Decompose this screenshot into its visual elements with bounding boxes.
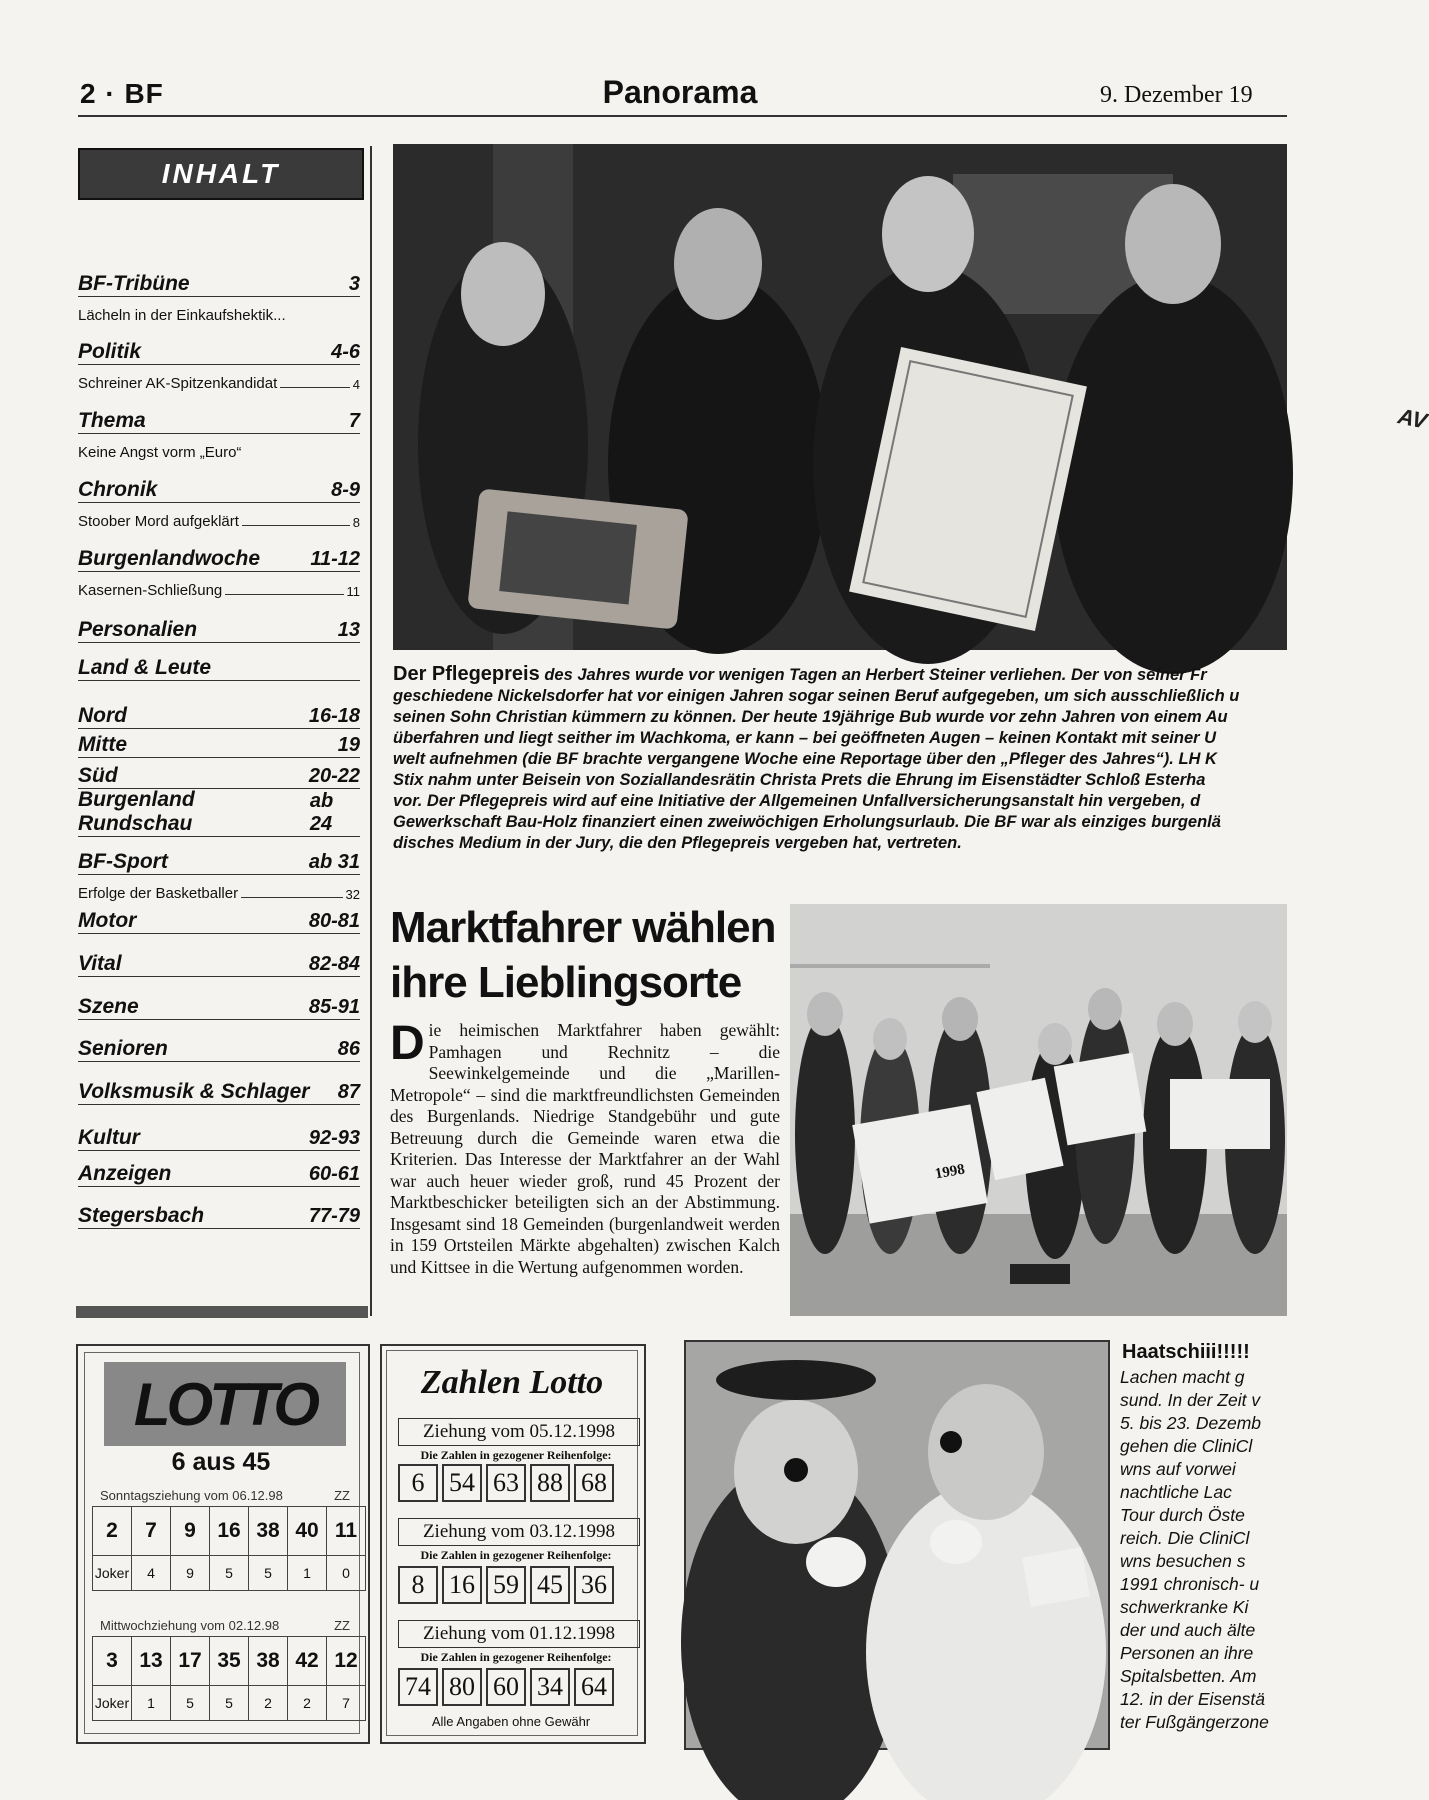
toc-section: Stegersbach (78, 1204, 205, 1227)
toc-entry (78, 474, 360, 503)
zahlenlotto-subhead: Die Zahlen in gezogener Reihenfolge: (420, 1548, 612, 1562)
lotto-zusatzzahl: 12 (327, 1637, 366, 1686)
zahlenlotto-draw-date: Ziehung vom 01.12.1998 (398, 1620, 640, 1648)
photo-caption (393, 664, 1287, 854)
zahlenlotto-subhead: Die Zahlen in gezogener Reihenfolge: (420, 1448, 612, 1462)
toc-entry (78, 788, 360, 837)
joker-label: Joker (93, 1686, 132, 1721)
lotto-number: 40 (288, 1507, 327, 1556)
toc-section: Kultur (78, 1126, 140, 1149)
toc-page: 86 (337, 1038, 360, 1060)
zahlenlotto-number: 88 (530, 1464, 570, 1502)
lotto-number: 3 (93, 1637, 132, 1686)
clown-photo (684, 1340, 1110, 1750)
toc-section: Motor (78, 909, 137, 932)
page-number: 2 · BF (80, 78, 164, 109)
toc-page: 8-9 (331, 479, 360, 501)
joker-digit: 1 (288, 1556, 327, 1591)
toc-leader-line (242, 525, 350, 526)
dropcap: D (390, 1017, 425, 1070)
zahlenlotto-number: 63 (486, 1464, 526, 1502)
toc-page: 92-93 (308, 1127, 360, 1149)
joker-digit: 4 (132, 1556, 171, 1591)
toc-entry (78, 729, 360, 758)
zahlenlotto-number: 8 (398, 1566, 438, 1604)
toc-page: 7 (348, 410, 360, 432)
zz-label: ZZ (334, 1488, 350, 1503)
toc-section: Politik (78, 340, 142, 363)
lotto-number: 35 (210, 1637, 249, 1686)
lotto-number: 16 (210, 1507, 249, 1556)
market-photo (790, 904, 1287, 1316)
joker-label: Joker (93, 1556, 132, 1591)
lotto-subtitle: 6 aus 45 (171, 1448, 271, 1476)
toc-section: Land & Leute (78, 656, 212, 679)
toc-subentry-page: 8 (352, 515, 360, 530)
toc-leader-line (241, 897, 342, 898)
lotto-number: 13 (132, 1637, 171, 1686)
lotto-draw-label (100, 1488, 350, 1503)
toc-subentry-title: Schreiner AK-Spitzenkandidat (78, 375, 278, 392)
toc-subentry-title: Stoober Mord aufgeklärt (78, 513, 239, 530)
zahlenlotto-number: 6 (398, 1464, 438, 1502)
toc-subentry-page: 4 (352, 377, 360, 392)
lotto-number: 42 (288, 1637, 327, 1686)
toc-subentry (78, 506, 360, 530)
toc-section: Senioren (78, 1037, 168, 1060)
toc-entry (78, 1158, 360, 1187)
toc-entry (78, 336, 360, 365)
joker-digit: 2 (249, 1686, 288, 1721)
clowns-text: Lachen macht g sund. In der Zeit v 5. bis 23. Dezemb gehen die CliniCl wns auf vorwei nachtliche Lac Tour durch Öste reich. Die CliniCl wns besuchen s 1991 chronisch- u schwerkranke Ki der und auch älte Personen an ihre Spitalsbetten. Am 12. in der Eisenstä ter Fußgängerzone (1120, 1367, 1269, 1732)
toc-entry (78, 652, 360, 681)
joker-row (93, 1686, 366, 1721)
lotto-numbers-row (93, 1637, 366, 1686)
toc-subentry-title: Kasernen-Schließung (78, 582, 223, 599)
toc-title: INHALT (78, 148, 364, 200)
zahlenlotto-number: 64 (574, 1668, 614, 1706)
section-title: Panorama (602, 74, 758, 110)
zahlenlotto-number: 34 (530, 1668, 570, 1706)
lotto-results-table (92, 1636, 366, 1721)
toc-subentry-page: 11 (346, 584, 360, 599)
joker-digit: 9 (171, 1556, 210, 1591)
toc-entry (78, 1200, 360, 1229)
zahlenlotto-number: 36 (574, 1566, 614, 1604)
zahlenlotto-number: 80 (442, 1668, 482, 1706)
toc-subentry (78, 575, 360, 599)
lotto-number: 7 (132, 1507, 171, 1556)
zahlenlotto-number: 68 (574, 1464, 614, 1502)
toc-entry (78, 1122, 360, 1151)
joker-digit: 0 (327, 1556, 366, 1591)
toc-page: 60-61 (308, 1163, 360, 1185)
draw-date-label: Mittwochziehung vom 02.12.98 (100, 1618, 280, 1633)
caption-lead: Der Pflegepreis (393, 663, 540, 685)
joker-row (93, 1556, 366, 1591)
issue-date: 9. Dezember 19 (1100, 82, 1253, 108)
toc-subentry (78, 300, 360, 324)
toc-page: 13 (337, 619, 360, 641)
toc-subentry-page: 32 (345, 887, 360, 902)
toc-section: BF-Sport (78, 850, 168, 873)
toc-page: 4-6 (331, 341, 360, 363)
toc-page: ab 24 (309, 790, 334, 835)
zahlenlotto-disclaimer: Alle Angaben ohne Gewähr (431, 1714, 591, 1729)
zahlenlotto-number: 59 (486, 1566, 526, 1604)
toc-entry (78, 905, 360, 934)
joker-digit: 5 (210, 1556, 249, 1591)
toc-section: Mitte (78, 733, 127, 756)
toc-subentry (78, 878, 360, 902)
joker-digit: 5 (249, 1556, 288, 1591)
toc-leader-line (280, 387, 349, 388)
joker-digit: 1 (132, 1686, 171, 1721)
toc-section: Personalien (78, 618, 198, 641)
zahlenlotto-logo: Zahlen Lotto (420, 1364, 604, 1401)
zahlenlotto-numbers (398, 1668, 614, 1706)
toc-entry (78, 1033, 360, 1062)
lotto-logo: LOTTO (104, 1362, 346, 1446)
toc-entry (78, 268, 360, 297)
lotto-zusatzzahl: 11 (327, 1507, 366, 1556)
zahlenlotto-subhead: Die Zahlen in gezogener Reihenfolge: (420, 1650, 612, 1664)
toc-page: 19 (337, 734, 360, 756)
toc-subentry-title: Keine Angst vorm „Euro“ (78, 444, 242, 461)
header-rule (78, 115, 1287, 117)
toc-entry (78, 543, 360, 572)
award-photo (393, 144, 1429, 650)
toc-bottom-bar (76, 1306, 368, 1318)
lotto-number: 17 (171, 1637, 210, 1686)
toc-page: 80-81 (308, 910, 360, 932)
zahlenlotto-draw-date: Ziehung vom 05.12.1998 (398, 1418, 640, 1446)
toc-section: Volksmusik & Schlager (78, 1080, 310, 1103)
toc-entry (78, 991, 360, 1020)
toc-subentry-title: Lächeln in der Einkaufshektik... (78, 307, 286, 324)
draw-date-label: Sonntagsziehung vom 06.12.98 (100, 1488, 283, 1503)
toc-subentry (78, 437, 360, 461)
toc-entry (78, 614, 360, 643)
toc-entry (78, 760, 360, 789)
joker-digit: 5 (210, 1686, 249, 1721)
toc-section: Chronik (78, 478, 158, 501)
certificate-year: 1998 (933, 1161, 967, 1183)
toc-entry (78, 1076, 360, 1105)
article-body (390, 1017, 780, 1278)
award-photo-scene (393, 144, 1287, 650)
zahlenlotto-numbers (398, 1464, 614, 1502)
toc-leader-line (225, 594, 343, 595)
toc-subentry (78, 368, 360, 392)
lotto-number: 2 (93, 1507, 132, 1556)
zahlenlotto-draw-date: Ziehung vom 03.12.1998 (398, 1518, 640, 1546)
clown-photo-scene (686, 1342, 1108, 1748)
lotto-number: 38 (249, 1507, 288, 1556)
lotto-results-table (92, 1506, 366, 1591)
zahlenlotto-number: 45 (530, 1566, 570, 1604)
certificate-logo: AV (1395, 403, 1429, 434)
toc-section: Burgenlandwoche (78, 547, 261, 570)
lotto-numbers-row (93, 1507, 366, 1556)
zahlenlotto-numbers (398, 1566, 614, 1604)
toc-section: Anzeigen (78, 1162, 172, 1185)
market-photo-scene (790, 904, 1287, 1316)
clowns-headline: Haatschiii!!!!! (1122, 1341, 1250, 1363)
toc-section: Thema (78, 409, 146, 432)
toc-entry (78, 700, 360, 729)
zz-label: ZZ (334, 1618, 350, 1633)
toc-section: Süd (78, 764, 118, 787)
toc-page: 3 (348, 273, 360, 295)
toc-page: 77-79 (308, 1205, 360, 1227)
toc-section: Burgenland Rundschau (78, 788, 195, 835)
toc-subentry-title: Erfolge der Basketballer (78, 885, 239, 902)
toc-section: Szene (78, 995, 139, 1018)
toc-page: 82-84 (308, 953, 360, 975)
toc-entry (78, 405, 360, 434)
lotto-number: 38 (249, 1637, 288, 1686)
joker-digit: 7 (327, 1686, 366, 1721)
toc-page: ab 31 (308, 851, 360, 873)
toc-page: 16-18 (308, 705, 360, 727)
article-headline: Marktfahrer wählen ihre Lieblingsorte (390, 903, 776, 1007)
toc-page: 87 (337, 1081, 360, 1103)
lotto-draw-label (100, 1618, 350, 1633)
article-text: ie heimischen Marktfahrer haben gewählt: Pamhagen und Rechnitz – die Seewinkelgemeinde und die „Marillen-Metropole“ – sind die marktfreundlichsten Gemeinden des Burgenlands. Niedrige Standgebühr und gute Betreuung durch die Gemeinde waren etwa die Kriterien. Das Interesse der Marktfahrer an der Wahl war auch heuer wieder groß, rund 45 Prozent der Marktbeschicker beteiligten sich an der Abstimmung. Insgesamt sind 18 Gemeinden (burgenlandweit werden in 159 Ortsteilen Märkte abgehalten) zwischen Kalch und Kittsee in die Wertung aufgenommen worden. (390, 1020, 780, 1277)
zahlenlotto-number: 16 (442, 1566, 482, 1604)
zahlenlotto-number: 60 (486, 1668, 526, 1706)
zahlenlotto-number: 54 (442, 1464, 482, 1502)
lotto-number: 9 (171, 1507, 210, 1556)
toc-section: Nord (78, 704, 127, 727)
zahlenlotto-number: 74 (398, 1668, 438, 1706)
toc-page: 11-12 (310, 548, 360, 570)
joker-digit: 5 (171, 1686, 210, 1721)
caption-text: des Jahres wurde vor wenigen Tagen an Herbert Steiner verliehen. Der von seiner Fr geschiedene Nickelsdorfer hat vor einigen Jahren sogar seinen Beruf aufgegeben, um sich ausschließlich u seinen Sohn Christian kümmern zu können. Der heute 19jährige Bub wurde vor zehn Jahren von einem Au überfahren und liegt seither im Wachkoma, er kann – bei geöffneten Augen – keinen Kontakt mit seiner U welt aufnehmen (die BF brachte vergangene Woche eine Reportage über den „Pfleger des Jahres“). LH K Stix nahm unter Beisein von Soziallandesrätin Christa Prets die Ehrung im Eisenstädter Schloß Esterha vor. Der Pflegepreis wird auf eine Initiative der Allgemeinen Unfallversicherungsanstalt hin vergeben, d Gewerkschaft Bau-Holz finanziert einen zweiwöchigen Erholungsurlaub. Die BF war als einziges burgenlä disches Medium in der Jury, die den Pflegepreis vergeben hat, vertreten. (393, 666, 1240, 852)
toc-page: 20-22 (308, 765, 360, 787)
toc-entry (78, 846, 360, 875)
toc-section: BF-Tribüne (78, 272, 190, 295)
joker-digit: 2 (288, 1686, 327, 1721)
toc-page: 85-91 (308, 996, 360, 1018)
toc-entry (78, 948, 360, 977)
toc-section: Vital (78, 952, 122, 975)
